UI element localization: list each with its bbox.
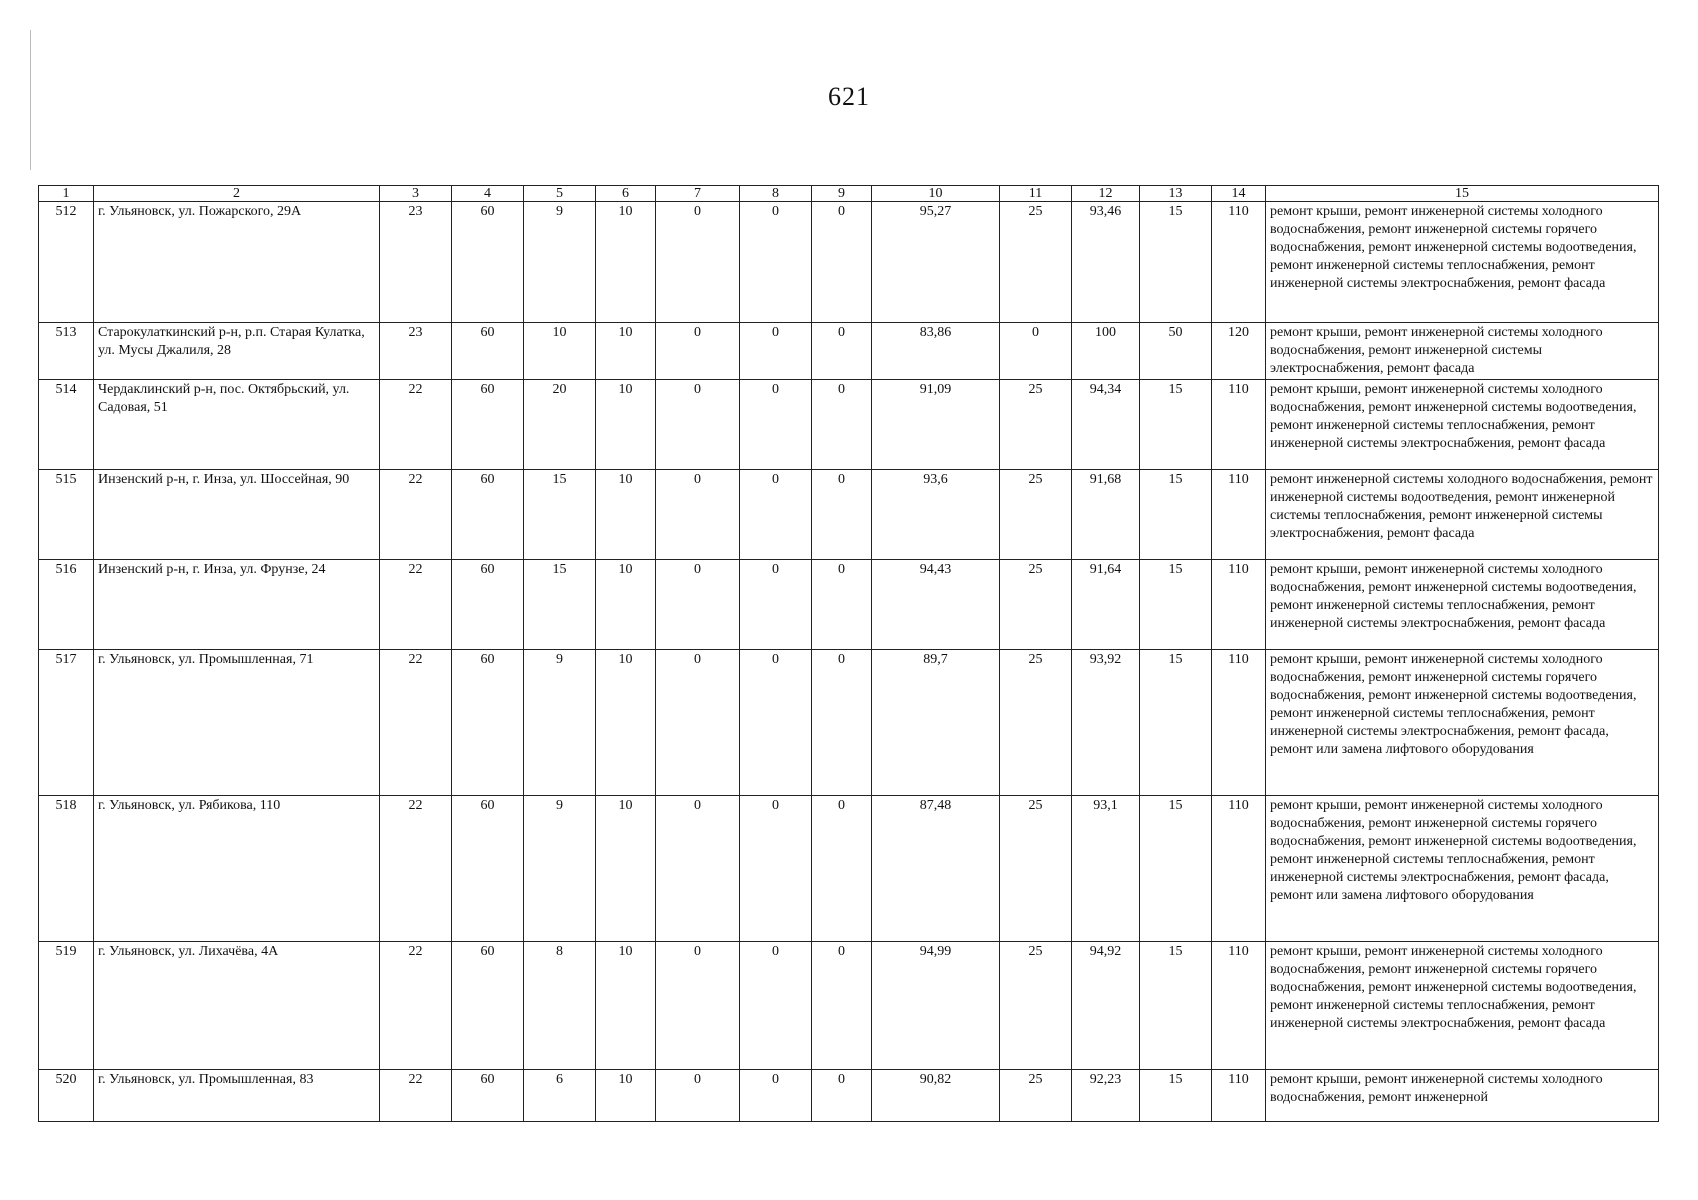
table-row (39, 323, 1659, 380)
value-cell: 94,34 (1072, 380, 1140, 470)
works-cell: ремонт крыши, ремонт инженерной системы холодного водоснабжения, ремонт инженерной системы горячего водоснабжения, ремонт инженерной системы водоотведения, ремонт инженерной системы теплоснабжения, ремонт инженерной системы электроснабжения, ремонт фасада (1266, 942, 1659, 1070)
value-cell: 0 (740, 323, 812, 380)
value-cell: 0 (656, 380, 740, 470)
value-cell: 0 (812, 650, 872, 796)
value-cell: 60 (452, 560, 524, 650)
value-cell: 15 (1140, 796, 1212, 942)
value-cell: 90,82 (872, 1070, 1000, 1122)
row-number: 516 (39, 560, 94, 650)
value-cell: 60 (452, 380, 524, 470)
column-number: 1 (39, 186, 94, 202)
value-cell: 110 (1212, 650, 1266, 796)
value-cell: 15 (1140, 560, 1212, 650)
row-number: 513 (39, 323, 94, 380)
value-cell: 0 (812, 1070, 872, 1122)
table-row (39, 942, 1659, 1070)
table-row (39, 1070, 1659, 1122)
works-cell: ремонт крыши, ремонт инженерной системы холодного водоснабжения, ремонт инженерной системы горячего водоснабжения, ремонт инженерной системы водоотведения, ремонт инженерной системы теплоснабжения, ремонт инженерной системы электроснабжения, ремонт фасада, ремонт или замена лифтового оборудования (1266, 650, 1659, 796)
value-cell: 0 (656, 323, 740, 380)
column-number: 6 (596, 186, 656, 202)
value-cell: 0 (740, 470, 812, 560)
row-number: 512 (39, 202, 94, 323)
row-number: 514 (39, 380, 94, 470)
column-number: 5 (524, 186, 596, 202)
value-cell: 15 (524, 560, 596, 650)
value-cell: 22 (380, 650, 452, 796)
value-cell: 0 (740, 380, 812, 470)
value-cell: 110 (1212, 796, 1266, 942)
value-cell: 110 (1212, 560, 1266, 650)
value-cell: 9 (524, 650, 596, 796)
value-cell: 95,27 (872, 202, 1000, 323)
value-cell: 0 (812, 202, 872, 323)
value-cell: 23 (380, 202, 452, 323)
column-number: 7 (656, 186, 740, 202)
value-cell: 0 (812, 796, 872, 942)
value-cell: 110 (1212, 202, 1266, 323)
value-cell: 15 (1140, 650, 1212, 796)
value-cell: 15 (524, 470, 596, 560)
value-cell: 25 (1000, 1070, 1072, 1122)
value-cell: 0 (1000, 323, 1072, 380)
value-cell: 94,99 (872, 942, 1000, 1070)
value-cell: 15 (1140, 380, 1212, 470)
value-cell: 23 (380, 323, 452, 380)
value-cell: 0 (740, 560, 812, 650)
value-cell: 22 (380, 380, 452, 470)
address-cell: Старокулаткинский р-н, р.п. Старая Кулатка, ул. Мусы Джалиля, 28 (94, 323, 380, 380)
works-cell: ремонт крыши, ремонт инженерной системы холодного водоснабжения, ремонт инженерной системы горячего водоснабжения, ремонт инженерной системы водоотведения, ремонт инженерной системы теплоснабжения, ремонт инженерной системы электроснабжения, ремонт фасада, ремонт или замена лифтового оборудования (1266, 796, 1659, 942)
value-cell: 0 (740, 796, 812, 942)
column-number: 10 (872, 186, 1000, 202)
works-cell: ремонт крыши, ремонт инженерной системы холодного водоснабжения, ремонт инженерной (1266, 1070, 1659, 1122)
value-cell: 87,48 (872, 796, 1000, 942)
value-cell: 60 (452, 323, 524, 380)
value-cell: 15 (1140, 942, 1212, 1070)
value-cell: 25 (1000, 650, 1072, 796)
value-cell: 110 (1212, 1070, 1266, 1122)
value-cell: 110 (1212, 942, 1266, 1070)
column-number: 2 (94, 186, 380, 202)
row-number: 519 (39, 942, 94, 1070)
value-cell: 25 (1000, 380, 1072, 470)
value-cell: 60 (452, 650, 524, 796)
value-cell: 110 (1212, 470, 1266, 560)
column-number: 13 (1140, 186, 1212, 202)
value-cell: 10 (596, 650, 656, 796)
table-row (39, 650, 1659, 796)
value-cell: 15 (1140, 470, 1212, 560)
value-cell: 60 (452, 942, 524, 1070)
value-cell: 89,7 (872, 650, 1000, 796)
column-number: 8 (740, 186, 812, 202)
value-cell: 10 (596, 560, 656, 650)
value-cell: 25 (1000, 560, 1072, 650)
row-number: 515 (39, 470, 94, 560)
table-row (39, 796, 1659, 942)
value-cell: 93,92 (1072, 650, 1140, 796)
value-cell: 60 (452, 470, 524, 560)
value-cell: 0 (656, 202, 740, 323)
value-cell: 93,46 (1072, 202, 1140, 323)
column-number: 15 (1266, 186, 1659, 202)
works-cell: ремонт крыши, ремонт инженерной системы холодного водоснабжения, ремонт инженерной системы водоотведения, ремонт инженерной системы теплоснабжения, ремонт инженерной системы электроснабжения, ремонт фасада (1266, 380, 1659, 470)
value-cell: 10 (596, 470, 656, 560)
value-cell: 10 (596, 202, 656, 323)
value-cell: 60 (452, 796, 524, 942)
address-cell: г. Ульяновск, ул. Рябикова, 110 (94, 796, 380, 942)
value-cell: 0 (812, 323, 872, 380)
row-number: 520 (39, 1070, 94, 1122)
value-cell: 0 (812, 380, 872, 470)
value-cell: 100 (1072, 323, 1140, 380)
value-cell: 0 (812, 470, 872, 560)
value-cell: 0 (740, 1070, 812, 1122)
value-cell: 0 (656, 942, 740, 1070)
column-number: 3 (380, 186, 452, 202)
value-cell: 94,92 (1072, 942, 1140, 1070)
value-cell: 120 (1212, 323, 1266, 380)
repair-program-table (38, 185, 1659, 1122)
value-cell: 10 (524, 323, 596, 380)
value-cell: 25 (1000, 470, 1072, 560)
value-cell: 22 (380, 470, 452, 560)
address-cell: г. Ульяновск, ул. Лихачёва, 4А (94, 942, 380, 1070)
address-cell: Чердаклинский р-н, пос. Октябрьский, ул. Садовая, 51 (94, 380, 380, 470)
value-cell: 6 (524, 1070, 596, 1122)
value-cell: 10 (596, 942, 656, 1070)
value-cell: 110 (1212, 380, 1266, 470)
column-number: 9 (812, 186, 872, 202)
address-cell: г. Ульяновск, ул. Промышленная, 83 (94, 1070, 380, 1122)
value-cell: 10 (596, 323, 656, 380)
value-cell: 22 (380, 796, 452, 942)
value-cell: 50 (1140, 323, 1212, 380)
address-cell: Инзенский р-н, г. Инза, ул. Фрунзе, 24 (94, 560, 380, 650)
column-number-row (39, 186, 1659, 202)
works-cell: ремонт крыши, ремонт инженерной системы холодного водоснабжения, ремонт инженерной системы водоотведения, ремонт инженерной системы теплоснабжения, ремонт инженерной системы электроснабжения, ремонт фасада (1266, 560, 1659, 650)
value-cell: 60 (452, 202, 524, 323)
value-cell: 8 (524, 942, 596, 1070)
value-cell: 9 (524, 796, 596, 942)
value-cell: 22 (380, 560, 452, 650)
address-cell: г. Ульяновск, ул. Промышленная, 71 (94, 650, 380, 796)
table-row (39, 202, 1659, 323)
column-number: 11 (1000, 186, 1072, 202)
value-cell: 22 (380, 942, 452, 1070)
column-number: 14 (1212, 186, 1266, 202)
table-row (39, 470, 1659, 560)
value-cell: 22 (380, 1070, 452, 1122)
value-cell: 10 (596, 796, 656, 942)
value-cell: 93,1 (1072, 796, 1140, 942)
value-cell: 20 (524, 380, 596, 470)
value-cell: 0 (656, 560, 740, 650)
column-number: 4 (452, 186, 524, 202)
value-cell: 0 (656, 650, 740, 796)
works-cell: ремонт инженерной системы холодного водоснабжения, ремонт инженерной системы водоотведения, ремонт инженерной системы теплоснабжения, ремонт инженерной системы электроснабжения, ремонт фасада (1266, 470, 1659, 560)
value-cell: 91,68 (1072, 470, 1140, 560)
value-cell: 60 (452, 1070, 524, 1122)
value-cell: 9 (524, 202, 596, 323)
value-cell: 10 (596, 1070, 656, 1122)
value-cell: 91,09 (872, 380, 1000, 470)
address-cell: Инзенский р-н, г. Инза, ул. Шоссейная, 90 (94, 470, 380, 560)
table-row (39, 380, 1659, 470)
value-cell: 0 (656, 470, 740, 560)
column-number: 12 (1072, 186, 1140, 202)
value-cell: 25 (1000, 796, 1072, 942)
page-number: 621 (828, 82, 870, 111)
value-cell: 15 (1140, 1070, 1212, 1122)
value-cell: 10 (596, 380, 656, 470)
value-cell: 93,6 (872, 470, 1000, 560)
value-cell: 83,86 (872, 323, 1000, 380)
value-cell: 0 (656, 796, 740, 942)
works-cell: ремонт крыши, ремонт инженерной системы холодного водоснабжения, ремонт инженерной системы электроснабжения, ремонт фасада (1266, 323, 1659, 380)
value-cell: 0 (656, 1070, 740, 1122)
value-cell: 15 (1140, 202, 1212, 323)
address-cell: г. Ульяновск, ул. Пожарского, 29А (94, 202, 380, 323)
value-cell: 92,23 (1072, 1070, 1140, 1122)
value-cell: 0 (812, 942, 872, 1070)
value-cell: 0 (740, 942, 812, 1070)
value-cell: 0 (740, 202, 812, 323)
works-cell: ремонт крыши, ремонт инженерной системы холодного водоснабжения, ремонт инженерной системы горячего водоснабжения, ремонт инженерной системы водоотведения, ремонт инженерной системы теплоснабжения, ремонт инженерной системы электроснабжения, ремонт фасада (1266, 202, 1659, 323)
row-number: 518 (39, 796, 94, 942)
row-number: 517 (39, 650, 94, 796)
value-cell: 94,43 (872, 560, 1000, 650)
value-cell: 0 (812, 560, 872, 650)
value-cell: 0 (740, 650, 812, 796)
value-cell: 25 (1000, 202, 1072, 323)
value-cell: 91,64 (1072, 560, 1140, 650)
value-cell: 25 (1000, 942, 1072, 1070)
table-row (39, 560, 1659, 650)
